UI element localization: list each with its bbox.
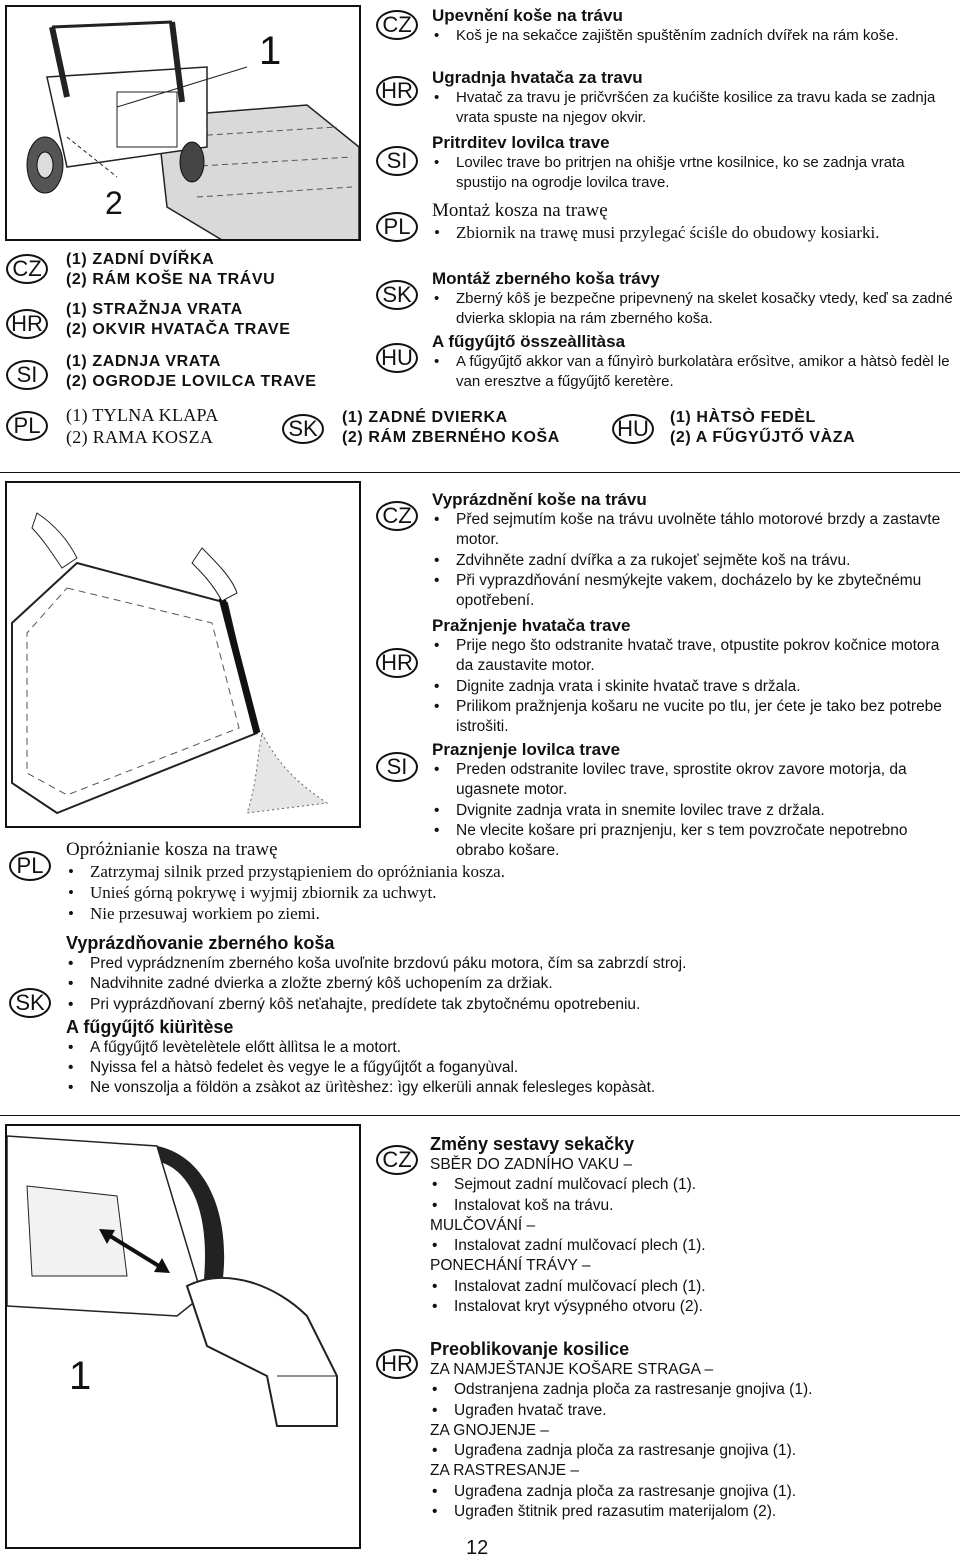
lang-badge-si: SI — [6, 360, 48, 390]
legend-item: (1) STRAŽNJA VRATA — [66, 301, 243, 318]
lang-badge-hr: HR — [376, 1349, 418, 1379]
bullet-item: • A fűgyűjtő akkor van a fűnyìrò burkolatàra erősìtve, amikor a hàtsò fedèl le van eresztve a fűgyűjtő keretère. — [432, 352, 957, 392]
figure-number-1: 1 — [69, 1354, 92, 1398]
legend-item: (2) RÁM ZBERNÉHO KOŠA — [342, 429, 560, 446]
legend-hr — [66, 300, 290, 340]
legend-item: (2) RAMA KOSZA — [66, 427, 214, 447]
lang-badge-sk: SK — [9, 988, 51, 1018]
legend-si — [66, 352, 317, 392]
lang-badge-cz: CZ — [6, 254, 48, 284]
bullet-item: • Ne vlecite košare pri praznjenju, ker s tem povzročate nepotrebno obrabo košare. — [432, 821, 957, 862]
lang-badge-hr: HR — [376, 648, 418, 678]
figure-1-box — [5, 5, 361, 241]
lang-badge-cz: CZ — [376, 501, 418, 531]
s2-pl-block — [66, 838, 626, 924]
bullet-item: • Zberný kôš je bezpečne pripevnený na skelet kosačky vtedy, keď sa zadné dvierka sklopia na rám zberného koša. — [432, 289, 957, 329]
lang-badge-sk: SK — [282, 414, 324, 444]
section-title: A fűgyűjtő összeàllitàsa — [432, 332, 626, 351]
lang-badge-hr: HR — [376, 76, 418, 106]
mower-rear-door-illustration — [7, 7, 361, 241]
section-title: Změny sestavy sekačky — [430, 1134, 635, 1154]
bullet-item: • Ugrađen štitnik pred razasutim materijalom (2). — [430, 1502, 955, 1522]
legend-item: (1) ZADNÉ DVIERKA — [342, 409, 508, 426]
legend-item: (2) A FŰGYŰJTŐ VÀZA — [670, 429, 856, 446]
legend-hu — [670, 408, 855, 448]
bullet-item: • Prilikom pražnjenja košaru ne vucite po tlu, jer ćete je tako bez potrebe istrošiti. — [432, 697, 957, 738]
bullet-item: • Sejmout zadní mulčovací plech (1). — [430, 1175, 955, 1195]
lang-badge-si: SI — [376, 146, 418, 176]
lang-badge-hu: HU — [376, 343, 418, 373]
bullet-item: • Nie przesuwaj workiem po ziemi. — [66, 903, 626, 924]
mulch-plate-illustration — [7, 1126, 361, 1549]
section-title: Praznjenje lovilca trave — [432, 740, 621, 759]
section-divider — [0, 1115, 960, 1116]
lang-badge-hu: HU — [612, 414, 654, 444]
lang-badge-si: SI — [376, 752, 418, 782]
bullet-item: • Zbiornik na trawę musi przylegać ściśle do obudowy kosiarki. — [432, 222, 957, 243]
legend-item: (1) ZADNJA VRATA — [66, 353, 222, 370]
section-title: Pritrditev lovilca trave — [432, 133, 610, 152]
figure-number-2: 2 — [105, 185, 123, 221]
bullet-item: • Před sejmutím koše na trávu uvolněte táhlo motorové brzdy a zastavte motor. — [432, 510, 957, 551]
section-title: Opróżnianie kosza na trawę — [66, 839, 278, 860]
s1-pl-block — [432, 200, 957, 243]
section-divider — [0, 472, 960, 473]
bullet-item: • A fűgyűjtő levètelètele előtt àllìtsa le a motort. — [66, 1038, 956, 1058]
s1-hu-block — [432, 332, 957, 392]
legend-item: (1) TYLNA KLAPA — [66, 405, 219, 425]
lang-badge-pl: PL — [9, 851, 51, 881]
group-label: PONECHÁNÍ TRÁVY – — [430, 1257, 591, 1275]
section-title: A fűgyűjtő kiürìtèse — [66, 1016, 234, 1037]
bullet-item: • Instalovat zadní mulčovací plech (1). — [430, 1277, 955, 1297]
bullet-item: • Nadvihnite zadné dvierka a zložte zberný kôš uchopením za držiak. — [66, 974, 956, 994]
lang-badge-pl: PL — [6, 411, 48, 441]
s2-cz-block — [432, 490, 957, 611]
s1-sk-block — [432, 269, 957, 329]
bullet-item: • Preden odstranite lovilec trave, sprostite okrov zavore motorja, da ugasnete motor. — [432, 760, 957, 801]
bullet-item: • Prije nego što odstranite hvatač trave, otpustite pokrov kočnice motora da zaustavite motor. — [432, 636, 957, 677]
lang-badge-hr: HR — [6, 309, 48, 339]
bullet-item: • Ugrađena zadnja ploča za rastresanje gnojiva (1). — [430, 1482, 955, 1502]
bullet-item: • Zdvihněte zadní dvířka a za rukojeť sejměte koš na trávu. — [432, 551, 957, 571]
bullet-item: • Hvatač za travu je pričvršćen za kućište kosilice za travu kada se zadnja vrata spuste na njegov okvir. — [432, 88, 957, 128]
group-label: MULČOVÁNÍ – — [430, 1216, 536, 1234]
bullet-item: • Při vyprazdňování nesmýkejte vakem, docházelo by ke zbytečnému opotřebení. — [432, 571, 957, 612]
s1-si-block — [432, 133, 957, 193]
page-number: 12 — [466, 1537, 489, 1559]
bullet-item: • Koš je na sekačce zajištěn spuštěním zadních dvířek na rám koše. — [432, 26, 957, 46]
s2-hr-block — [432, 616, 957, 737]
section-title: Preoblikovanje kosilice — [430, 1339, 630, 1359]
section-title: Pražnjenje hvatača trave — [432, 616, 631, 635]
emptying-bag-illustration — [7, 483, 361, 828]
bullet-item: • Instalovat kryt výsypného otvoru (2). — [430, 1297, 955, 1317]
section-title: Upevnění koše na trávu — [432, 6, 623, 25]
group-label: SBĚR DO ZADNÍHO VAKU – — [430, 1156, 633, 1173]
legend-item: (1) ZADNÍ DVÍŘKA — [66, 251, 215, 268]
bullet-item: • Ugrađen hvatač trave. — [430, 1401, 955, 1421]
bullet-item: • Nyissa fel a hàtsò fedelet ès vegye le a fűgyűjtőt a foganyùval. — [66, 1058, 956, 1078]
legend-item: (2) OGRODJE LOVILCA TRAVE — [66, 373, 317, 390]
bullet-item: • Odstranjena zadnja ploča za rastresanje gnojiva (1). — [430, 1380, 955, 1400]
bullet-item: • Unieś górną pokrywę i wyjmij zbiornik za uchwyt. — [66, 882, 626, 903]
lang-badge-cz: CZ — [376, 1145, 418, 1175]
group-label: ZA NAMJEŠTANJE KOŠARE STRAGA – — [430, 1361, 714, 1378]
legend-pl — [66, 404, 219, 448]
bullet-item: • Pri vyprázdňovaní zberný kôš neťahajte, predídete tak zbytočnému opotrebeniu. — [66, 995, 956, 1015]
group-label: ZA RASTRESANJE – — [430, 1462, 580, 1480]
bullet-item: • Zatrzymaj silnik przed przystąpieniem do opróżniania kosza. — [66, 861, 626, 882]
bullet-item: • Ugrađena zadnja ploča za rastresanje gnojiva (1). — [430, 1441, 955, 1461]
bullet-item: • Dvignite zadnja vrata in snemite lovilec trave z držala. — [432, 801, 957, 821]
figure-number-1: 1 — [259, 29, 282, 73]
bullet-item: • Dignite zadnja vrata i skinite hvatač trave s držala. — [432, 677, 957, 697]
legend-sk — [342, 408, 560, 448]
s2-sk-block — [66, 933, 956, 1099]
section-title: Ugradnja hvatača za travu — [432, 68, 643, 87]
bullet-item: • Pred vyprádznením zberného koša uvoľnite brzdovú páku motora, čím sa zabrzdí stroj. — [66, 954, 956, 974]
bullet-item: • Lovilec trave bo pritrjen na ohišje vrtne kosilnice, ko se zadnja vrata spustijo na ogrodje lovilca trave. — [432, 153, 957, 193]
s1-cz-block — [432, 6, 957, 46]
s3-cz-block — [430, 1134, 955, 1317]
section-title: Montaż kosza na trawę — [432, 200, 608, 221]
section-title: Montáž zberného koša trávy — [432, 269, 660, 288]
bullet-item: • Ne vonszolja a földön a zsàkot az ürìtèshez: ìgy elkerüli annak felesleges kopàsàt. — [66, 1078, 956, 1098]
bullet-item: • Instalovat zadní mulčovací plech (1). — [430, 1236, 955, 1256]
legend-item: (2) RÁM KOŠE NA TRÁVU — [66, 271, 276, 288]
section-title: Vyprázdňovanie zberného koša — [66, 933, 335, 953]
bullet-item: • Instalovat koš na trávu. — [430, 1196, 955, 1216]
legend-cz — [66, 250, 275, 290]
s1-hr-block — [432, 68, 957, 128]
legend-item: (2) OKVIR HVATAČA TRAVE — [66, 321, 291, 338]
s3-hr-block — [430, 1339, 955, 1522]
lang-badge-cz: CZ — [376, 10, 418, 40]
legend-item: (1) HÀTSÒ FEDÈL — [670, 409, 816, 426]
figure-mulch-box — [5, 1124, 361, 1549]
group-label: ZA GNOJENJE – — [430, 1421, 549, 1439]
lang-badge-pl: PL — [376, 212, 418, 242]
figure-emptying-box — [5, 481, 361, 828]
section-title: Vyprázdnění koše na trávu — [432, 490, 647, 509]
lang-badge-sk: SK — [376, 280, 418, 310]
